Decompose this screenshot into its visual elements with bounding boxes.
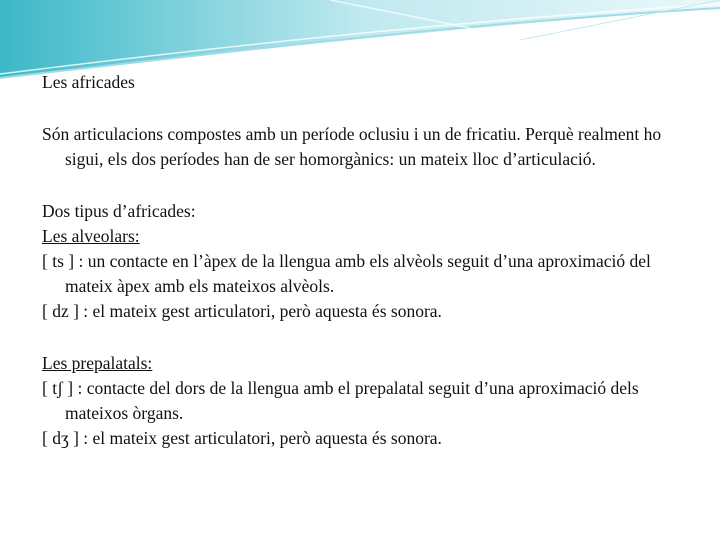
- alveolar-item-dz: [ dz ] : el mateix gest articulatori, però aquesta és sonora.: [42, 301, 442, 321]
- types-heading: Dos tipus d’africades:: [42, 201, 196, 221]
- prepalatal-item-tsh: [ tʃ ] : contacte del dors de la llengua amb el prepalatal seguit d’una aproximació dels mateixos òrgans.: [42, 378, 639, 423]
- definition-paragraph: Són articulacions compostes amb un període oclusiu i un de fricatiu. Perquè realment ho sigui, els dos períodes han de ser homorgànics: un mateix lloc d’articulació.: [42, 124, 662, 169]
- alveolar-item-ts: [ ts ] : un contacte en l’àpex de la llengua amb els alvèols seguit d’una aproximació del mateix àpex amb els mateixos alvèols.: [42, 251, 651, 296]
- prepalatals-heading: Les prepalatals:: [42, 353, 153, 373]
- decorative-header-band: [0, 0, 720, 80]
- alveolars-heading: Les alveolars:: [42, 226, 140, 246]
- prepalatal-item-dzh: [ dʒ ] : el mateix gest articulatori, però aquesta és sonora.: [42, 428, 442, 448]
- slide-content: [42, 70, 682, 451]
- slide-title: Les africades: [42, 72, 135, 92]
